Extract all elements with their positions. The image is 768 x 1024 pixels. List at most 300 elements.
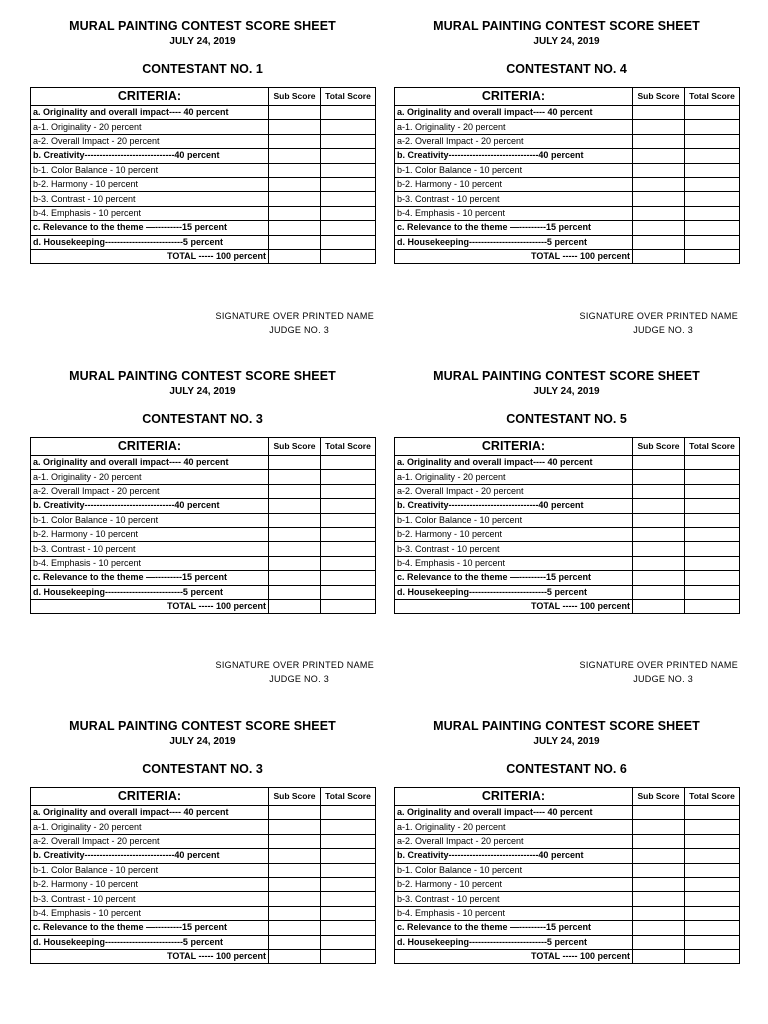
- total-score-cell[interactable]: [685, 820, 740, 834]
- total-score-cell[interactable]: [321, 906, 376, 920]
- criterion-b4: b-4. Emphasis - 10 percent: [395, 556, 633, 570]
- sub-score-cell[interactable]: [633, 120, 685, 134]
- table-row: [31, 863, 376, 877]
- sub-score-cell[interactable]: [269, 163, 321, 177]
- table-row: [395, 599, 740, 613]
- table-row: [395, 877, 740, 891]
- total-score-cell[interactable]: [321, 585, 376, 599]
- signature-block-3: [30, 658, 375, 686]
- criterion-a1: a-1. Originality - 20 percent: [395, 120, 633, 134]
- score-table: [30, 87, 376, 264]
- criterion-c: c. Relevance to the theme —---------15 percent: [395, 571, 633, 585]
- sheet-date: JULY 24, 2019: [533, 386, 600, 397]
- sheet-title: MURAL PAINTING CONTEST SCORE SHEET: [433, 369, 700, 383]
- criterion-b4: b-4. Emphasis - 10 percent: [31, 906, 269, 920]
- table-row: [31, 599, 376, 613]
- sub-score-cell[interactable]: [633, 806, 685, 820]
- table-header-row: [31, 788, 376, 806]
- sub-score-cell[interactable]: [633, 542, 685, 556]
- total-score-cell[interactable]: [685, 106, 740, 120]
- score-sheet-3: [30, 367, 375, 614]
- score-sheet-6: [394, 717, 739, 964]
- total-score-cell[interactable]: [321, 106, 376, 120]
- table-row: [395, 163, 740, 177]
- sub-score-cell[interactable]: [633, 935, 685, 949]
- total-score-cell[interactable]: [685, 906, 740, 920]
- sheet-date: JULY 24, 2019: [169, 36, 236, 47]
- sheet-title: MURAL PAINTING CONTEST SCORE SHEET: [69, 369, 336, 383]
- table-row: [31, 585, 376, 599]
- table-row: [31, 527, 376, 541]
- criterion-a2: a-2. Overall Impact - 20 percent: [395, 484, 633, 498]
- table-row: [31, 106, 376, 120]
- table-row: [31, 192, 376, 206]
- sheet-title: MURAL PAINTING CONTEST SCORE SHEET: [69, 719, 336, 733]
- score-table: [394, 87, 740, 264]
- sub-score-cell[interactable]: [633, 863, 685, 877]
- sub-score-cell[interactable]: [633, 877, 685, 891]
- total-score-cell[interactable]: [321, 249, 376, 263]
- table-row: [395, 820, 740, 834]
- criterion-b3: b-3. Contrast - 10 percent: [395, 542, 633, 556]
- sub-score-header: Sub Score: [633, 88, 685, 106]
- sub-score-cell[interactable]: [269, 206, 321, 220]
- sub-score-cell[interactable]: [269, 177, 321, 191]
- sub-score-cell[interactable]: [633, 906, 685, 920]
- table-row: [395, 470, 740, 484]
- total-score-cell[interactable]: [321, 892, 376, 906]
- sub-score-header: Sub Score: [269, 788, 321, 806]
- table-row: [31, 921, 376, 935]
- sub-score-cell[interactable]: [633, 892, 685, 906]
- table-row: [395, 221, 740, 235]
- table-row: [31, 499, 376, 513]
- total-score-cell[interactable]: [685, 585, 740, 599]
- criterion-a1: a-1. Originality - 20 percent: [395, 470, 633, 484]
- total-score-header: Total Score: [321, 788, 376, 806]
- total-score-cell[interactable]: [321, 177, 376, 191]
- table-row: [31, 556, 376, 570]
- total-score-cell[interactable]: [685, 834, 740, 848]
- criterion-total: TOTAL ----- 100 percent: [395, 949, 633, 963]
- total-score-cell[interactable]: [685, 921, 740, 935]
- criteria-header: CRITERIA:: [395, 788, 633, 806]
- total-score-header: Total Score: [321, 88, 376, 106]
- total-score-cell[interactable]: [321, 834, 376, 848]
- total-score-cell[interactable]: [321, 456, 376, 470]
- signature-label: SIGNATURE OVER PRINTED NAME: [215, 660, 374, 670]
- judge-label: JUDGE NO. 3: [633, 674, 693, 684]
- criterion-a1: a-1. Originality - 20 percent: [31, 120, 269, 134]
- criterion-d: d. Housekeeping--------------------------5 percent: [31, 935, 269, 949]
- criterion-a2: a-2. Overall Impact - 20 percent: [31, 834, 269, 848]
- table-row: [31, 906, 376, 920]
- total-score-cell[interactable]: [321, 542, 376, 556]
- criterion-d: d. Housekeeping--------------------------5 percent: [395, 935, 633, 949]
- total-score-cell[interactable]: [321, 484, 376, 498]
- judge-label: JUDGE NO. 3: [633, 325, 693, 335]
- judge-label: JUDGE NO. 3: [269, 325, 329, 335]
- criterion-c: c. Relevance to the theme —---------15 percent: [31, 921, 269, 935]
- sub-score-cell[interactable]: [633, 249, 685, 263]
- criterion-a: a. Originality and overall impact---- 40 percent: [31, 106, 269, 120]
- score-sheet-5: [30, 717, 375, 964]
- criterion-b: b. Creativity------------------------------40 percent: [395, 849, 633, 863]
- total-score-cell[interactable]: [321, 470, 376, 484]
- sub-score-cell[interactable]: [633, 820, 685, 834]
- sub-score-cell[interactable]: [633, 499, 685, 513]
- sub-score-cell[interactable]: [269, 235, 321, 249]
- table-row: [395, 806, 740, 820]
- criterion-b: b. Creativity------------------------------40 percent: [395, 499, 633, 513]
- total-score-cell[interactable]: [321, 513, 376, 527]
- criterion-b4: b-4. Emphasis - 10 percent: [31, 206, 269, 220]
- total-score-cell[interactable]: [321, 192, 376, 206]
- total-score-cell[interactable]: [685, 513, 740, 527]
- sub-score-cell[interactable]: [269, 120, 321, 134]
- criterion-a2: a-2. Overall Impact - 20 percent: [31, 134, 269, 148]
- sub-score-cell[interactable]: [269, 542, 321, 556]
- signature-label: SIGNATURE OVER PRINTED NAME: [215, 311, 374, 321]
- sub-score-cell[interactable]: [633, 556, 685, 570]
- sub-score-cell[interactable]: [633, 221, 685, 235]
- criterion-d: d. Housekeeping--------------------------5 percent: [395, 585, 633, 599]
- total-score-cell[interactable]: [321, 499, 376, 513]
- sub-score-cell[interactable]: [633, 177, 685, 191]
- criterion-b1: b-1. Color Balance - 10 percent: [31, 513, 269, 527]
- total-score-cell[interactable]: [685, 470, 740, 484]
- criterion-total: TOTAL ----- 100 percent: [31, 949, 269, 963]
- contestant-number: CONTESTANT NO. 3: [142, 412, 263, 426]
- total-score-cell[interactable]: [321, 527, 376, 541]
- criterion-a: a. Originality and overall impact---- 40 percent: [395, 806, 633, 820]
- table-row: [395, 921, 740, 935]
- contestant-number: CONTESTANT NO. 6: [506, 762, 627, 776]
- criterion-c: c. Relevance to the theme —---------15 percent: [31, 571, 269, 585]
- criterion-b3: b-3. Contrast - 10 percent: [395, 192, 633, 206]
- sub-score-cell[interactable]: [633, 456, 685, 470]
- sub-score-cell[interactable]: [269, 456, 321, 470]
- table-row: [395, 249, 740, 263]
- sub-score-header: Sub Score: [633, 438, 685, 456]
- table-row: [31, 470, 376, 484]
- sub-score-cell[interactable]: [633, 834, 685, 848]
- score-sheet-2: [394, 17, 739, 264]
- sub-score-cell[interactable]: [269, 806, 321, 820]
- criterion-b1: b-1. Color Balance - 10 percent: [395, 163, 633, 177]
- criterion-b1: b-1. Color Balance - 10 percent: [31, 863, 269, 877]
- sub-score-cell[interactable]: [269, 106, 321, 120]
- sub-score-cell[interactable]: [633, 571, 685, 585]
- table-row: [31, 834, 376, 848]
- table-row: [31, 221, 376, 235]
- table-row: [31, 820, 376, 834]
- table-row: [395, 863, 740, 877]
- total-score-cell[interactable]: [685, 149, 740, 163]
- sub-score-cell[interactable]: [269, 249, 321, 263]
- sub-score-cell[interactable]: [269, 863, 321, 877]
- total-score-cell[interactable]: [685, 949, 740, 963]
- total-score-cell[interactable]: [321, 163, 376, 177]
- sub-score-cell[interactable]: [269, 599, 321, 613]
- contestant-number: CONTESTANT NO. 4: [506, 62, 627, 76]
- sub-score-cell[interactable]: [269, 470, 321, 484]
- criterion-d: d. Housekeeping--------------------------5 percent: [395, 235, 633, 249]
- signature-block-2: [394, 309, 739, 337]
- table-row: [395, 834, 740, 848]
- table-row: [31, 484, 376, 498]
- total-score-cell[interactable]: [321, 806, 376, 820]
- criteria-header: CRITERIA:: [395, 438, 633, 456]
- table-row: [395, 527, 740, 541]
- criterion-b2: b-2. Harmony - 10 percent: [395, 527, 633, 541]
- total-score-cell[interactable]: [321, 206, 376, 220]
- total-score-cell[interactable]: [685, 235, 740, 249]
- criterion-b4: b-4. Emphasis - 10 percent: [31, 556, 269, 570]
- criterion-c: c. Relevance to the theme —---------15 percent: [395, 221, 633, 235]
- table-row: [395, 892, 740, 906]
- criterion-b: b. Creativity------------------------------40 percent: [31, 849, 269, 863]
- sheet-date: JULY 24, 2019: [533, 736, 600, 747]
- table-row: [395, 120, 740, 134]
- sub-score-cell[interactable]: [269, 949, 321, 963]
- table-row: [31, 177, 376, 191]
- table-row: [31, 120, 376, 134]
- sub-score-header: Sub Score: [269, 88, 321, 106]
- criterion-a: a. Originality and overall impact---- 40 percent: [31, 806, 269, 820]
- criterion-b2: b-2. Harmony - 10 percent: [395, 177, 633, 191]
- table-row: [31, 935, 376, 949]
- criterion-b2: b-2. Harmony - 10 percent: [31, 877, 269, 891]
- total-score-cell[interactable]: [685, 177, 740, 191]
- table-row: [395, 906, 740, 920]
- table-row: [31, 949, 376, 963]
- sub-score-cell[interactable]: [633, 192, 685, 206]
- total-score-cell[interactable]: [321, 820, 376, 834]
- sub-score-cell[interactable]: [269, 585, 321, 599]
- table-row: [395, 134, 740, 148]
- total-score-cell[interactable]: [321, 120, 376, 134]
- sub-score-cell[interactable]: [633, 949, 685, 963]
- sub-score-cell[interactable]: [269, 892, 321, 906]
- judge-label: JUDGE NO. 3: [269, 674, 329, 684]
- total-score-cell[interactable]: [685, 484, 740, 498]
- table-row: [31, 235, 376, 249]
- total-score-cell[interactable]: [685, 806, 740, 820]
- criterion-a2: a-2. Overall Impact - 20 percent: [31, 484, 269, 498]
- criterion-b1: b-1. Color Balance - 10 percent: [395, 863, 633, 877]
- criterion-a1: a-1. Originality - 20 percent: [395, 820, 633, 834]
- total-score-cell[interactable]: [321, 599, 376, 613]
- sub-score-cell[interactable]: [633, 849, 685, 863]
- total-score-cell[interactable]: [685, 120, 740, 134]
- sub-score-cell[interactable]: [633, 106, 685, 120]
- sheet-date: JULY 24, 2019: [169, 736, 236, 747]
- sub-score-cell[interactable]: [269, 849, 321, 863]
- sub-score-cell[interactable]: [269, 527, 321, 541]
- sub-score-cell[interactable]: [633, 206, 685, 220]
- total-score-cell[interactable]: [685, 892, 740, 906]
- table-row: [395, 106, 740, 120]
- total-score-cell[interactable]: [321, 849, 376, 863]
- criterion-total: TOTAL ----- 100 percent: [31, 249, 269, 263]
- total-score-cell[interactable]: [685, 599, 740, 613]
- criterion-b2: b-2. Harmony - 10 percent: [31, 527, 269, 541]
- table-row: [395, 456, 740, 470]
- sub-score-cell[interactable]: [269, 921, 321, 935]
- criterion-b2: b-2. Harmony - 10 percent: [395, 877, 633, 891]
- total-score-cell[interactable]: [685, 863, 740, 877]
- sub-score-cell[interactable]: [269, 499, 321, 513]
- sub-score-header: Sub Score: [269, 438, 321, 456]
- total-score-cell[interactable]: [685, 221, 740, 235]
- criterion-a1: a-1. Originality - 20 percent: [31, 820, 269, 834]
- criteria-header: CRITERIA:: [395, 88, 633, 106]
- sub-score-cell[interactable]: [269, 134, 321, 148]
- criterion-a: a. Originality and overall impact---- 40 percent: [31, 456, 269, 470]
- total-score-header: Total Score: [321, 438, 376, 456]
- total-score-cell[interactable]: [685, 556, 740, 570]
- sub-score-cell[interactable]: [269, 935, 321, 949]
- table-row: [395, 949, 740, 963]
- total-score-header: Total Score: [685, 88, 740, 106]
- sheet-title: MURAL PAINTING CONTEST SCORE SHEET: [433, 19, 700, 33]
- sub-score-cell[interactable]: [269, 820, 321, 834]
- criterion-b1: b-1. Color Balance - 10 percent: [395, 513, 633, 527]
- total-score-cell[interactable]: [321, 877, 376, 891]
- total-score-cell[interactable]: [685, 849, 740, 863]
- sub-score-cell[interactable]: [269, 834, 321, 848]
- sub-score-cell[interactable]: [633, 235, 685, 249]
- criterion-b3: b-3. Contrast - 10 percent: [31, 542, 269, 556]
- table-header-row: [31, 88, 376, 106]
- criterion-total: TOTAL ----- 100 percent: [395, 249, 633, 263]
- sub-score-cell[interactable]: [633, 484, 685, 498]
- sub-score-cell[interactable]: [633, 921, 685, 935]
- sub-score-cell[interactable]: [269, 221, 321, 235]
- table-row: [395, 585, 740, 599]
- total-score-cell[interactable]: [321, 134, 376, 148]
- criterion-a: a. Originality and overall impact---- 40 percent: [395, 106, 633, 120]
- total-score-cell[interactable]: [685, 163, 740, 177]
- score-table: [30, 787, 376, 964]
- total-score-cell[interactable]: [321, 556, 376, 570]
- sub-score-cell[interactable]: [633, 513, 685, 527]
- table-row: [395, 556, 740, 570]
- sub-score-cell[interactable]: [269, 906, 321, 920]
- sub-score-cell[interactable]: [633, 527, 685, 541]
- criteria-header: CRITERIA:: [31, 438, 269, 456]
- criterion-b1: b-1. Color Balance - 10 percent: [31, 163, 269, 177]
- table-row: [31, 571, 376, 585]
- total-score-cell[interactable]: [685, 134, 740, 148]
- table-row: [31, 849, 376, 863]
- total-score-cell[interactable]: [321, 921, 376, 935]
- sheet-title: MURAL PAINTING CONTEST SCORE SHEET: [433, 719, 700, 733]
- table-row: [31, 149, 376, 163]
- sub-score-cell[interactable]: [269, 484, 321, 498]
- sub-score-cell[interactable]: [633, 134, 685, 148]
- table-row: [31, 456, 376, 470]
- total-score-cell[interactable]: [321, 949, 376, 963]
- criterion-total: TOTAL ----- 100 percent: [395, 599, 633, 613]
- table-row: [395, 542, 740, 556]
- criterion-a1: a-1. Originality - 20 percent: [31, 470, 269, 484]
- total-score-cell[interactable]: [685, 206, 740, 220]
- table-row: [31, 806, 376, 820]
- signature-label: SIGNATURE OVER PRINTED NAME: [579, 660, 738, 670]
- criterion-a2: a-2. Overall Impact - 20 percent: [395, 134, 633, 148]
- signature-label: SIGNATURE OVER PRINTED NAME: [579, 311, 738, 321]
- criterion-b3: b-3. Contrast - 10 percent: [395, 892, 633, 906]
- total-score-cell[interactable]: [685, 542, 740, 556]
- contestant-number: CONTESTANT NO. 5: [506, 412, 627, 426]
- total-score-cell[interactable]: [321, 221, 376, 235]
- total-score-cell[interactable]: [685, 527, 740, 541]
- table-row: [31, 542, 376, 556]
- criterion-d: d. Housekeeping--------------------------5 percent: [31, 235, 269, 249]
- sub-score-cell[interactable]: [633, 585, 685, 599]
- total-score-cell[interactable]: [685, 571, 740, 585]
- score-table: [30, 437, 376, 614]
- total-score-cell[interactable]: [321, 935, 376, 949]
- table-row: [395, 206, 740, 220]
- total-score-cell[interactable]: [685, 935, 740, 949]
- total-score-header: Total Score: [685, 438, 740, 456]
- total-score-cell[interactable]: [685, 877, 740, 891]
- sheet-date: JULY 24, 2019: [169, 386, 236, 397]
- table-row: [395, 513, 740, 527]
- total-score-cell[interactable]: [321, 863, 376, 877]
- criterion-d: d. Housekeeping--------------------------5 percent: [31, 585, 269, 599]
- table-row: [395, 935, 740, 949]
- total-score-cell[interactable]: [321, 235, 376, 249]
- sub-score-cell[interactable]: [633, 599, 685, 613]
- sub-score-cell[interactable]: [633, 163, 685, 177]
- table-row: [31, 134, 376, 148]
- signature-block-4: [394, 658, 739, 686]
- total-score-cell[interactable]: [321, 149, 376, 163]
- criteria-header: CRITERIA:: [31, 88, 269, 106]
- total-score-cell[interactable]: [685, 456, 740, 470]
- table-row: [395, 149, 740, 163]
- table-row: [31, 206, 376, 220]
- sub-score-cell[interactable]: [269, 556, 321, 570]
- criterion-b3: b-3. Contrast - 10 percent: [31, 892, 269, 906]
- table-row: [395, 235, 740, 249]
- sub-score-cell[interactable]: [633, 470, 685, 484]
- sub-score-header: Sub Score: [633, 788, 685, 806]
- table-header-row: [395, 438, 740, 456]
- total-score-header: Total Score: [685, 788, 740, 806]
- table-row: [395, 849, 740, 863]
- score-table: [394, 437, 740, 614]
- total-score-cell[interactable]: [321, 571, 376, 585]
- sub-score-cell[interactable]: [269, 192, 321, 206]
- total-score-cell[interactable]: [685, 192, 740, 206]
- sub-score-cell[interactable]: [633, 149, 685, 163]
- score-table: [394, 787, 740, 964]
- sub-score-cell[interactable]: [269, 513, 321, 527]
- total-score-cell[interactable]: [685, 499, 740, 513]
- sub-score-cell[interactable]: [269, 571, 321, 585]
- criterion-a2: a-2. Overall Impact - 20 percent: [395, 834, 633, 848]
- sub-score-cell[interactable]: [269, 149, 321, 163]
- sub-score-cell[interactable]: [269, 877, 321, 891]
- sheet-date: JULY 24, 2019: [533, 36, 600, 47]
- table-row: [395, 484, 740, 498]
- total-score-cell[interactable]: [685, 249, 740, 263]
